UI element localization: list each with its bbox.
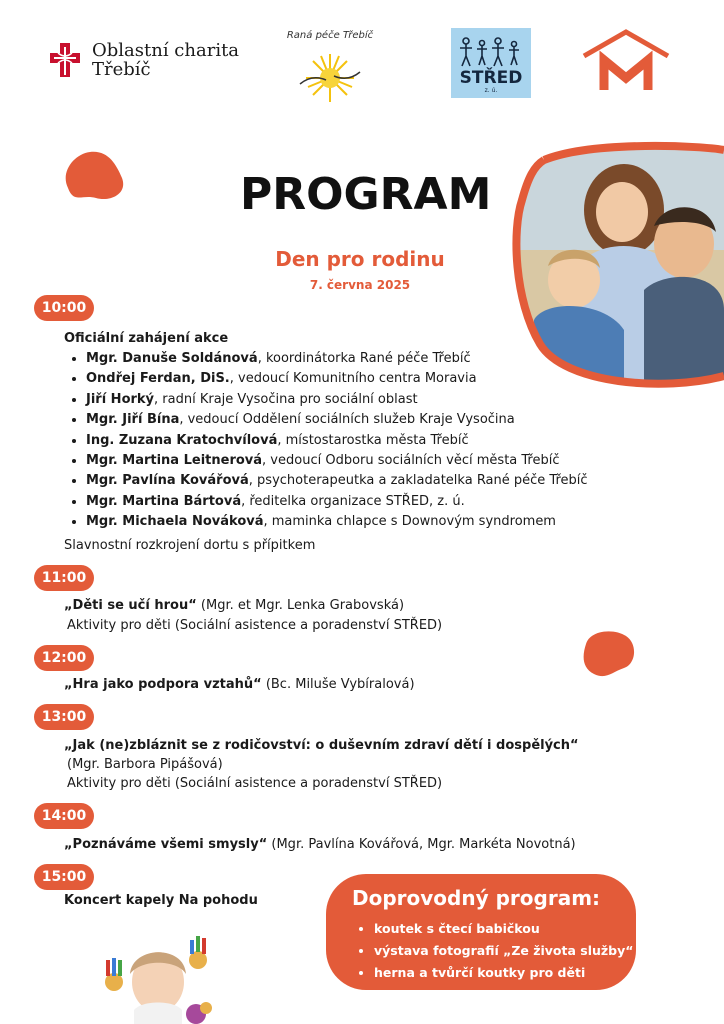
charita-logo bbox=[46, 40, 246, 80]
charita-name bbox=[92, 41, 239, 79]
speaker-list bbox=[64, 349, 588, 533]
time-badge-1200: 12:00 bbox=[34, 645, 94, 671]
cake-cutting-note: Slavnostní rozkrojení dortu s přípitkem bbox=[64, 538, 316, 553]
orange-blob-decoration bbox=[60, 148, 126, 204]
speaker-role: , maminka chlapce s Downovým syndromem bbox=[263, 514, 556, 530]
stred-name: STŘED bbox=[459, 68, 523, 88]
speaker-item bbox=[86, 492, 588, 512]
side-program-title: Doprovodný program: bbox=[352, 886, 601, 910]
session-title: „Děti se učí hrou“ bbox=[64, 598, 197, 613]
side-program-list bbox=[356, 918, 634, 984]
child-painted-hands-photo bbox=[98, 930, 218, 1024]
painted-hand-right bbox=[189, 936, 207, 969]
speaker-item bbox=[86, 410, 588, 430]
side-program-box bbox=[326, 874, 636, 990]
moravia-house-logo-icon bbox=[580, 28, 672, 94]
speaker-item bbox=[86, 512, 588, 532]
speaker-role: , psychoterapeutka a zakladatelka Rané péče Třebíč bbox=[248, 473, 588, 489]
speaker-role: , ředitelka organizace STŘED, z. ú. bbox=[241, 493, 465, 509]
speaker-role: , koordinátorka Rané péče Třebíč bbox=[257, 351, 471, 366]
side-program-item: • koutek s čtecí babičkou bbox=[374, 918, 634, 940]
rana-pece-sun-icon bbox=[278, 30, 382, 106]
stred-logo bbox=[451, 28, 531, 98]
speaker-role: , vedoucí Odboru sociálních věcí města Třebíč bbox=[262, 453, 560, 469]
session-1100-note: Aktivity pro děti (Sociální asistence a poradenství STŘED) bbox=[67, 618, 443, 633]
speaker-item bbox=[86, 349, 588, 369]
rana-pece-name: Raná péče Třebíč bbox=[286, 30, 374, 41]
speaker-name: Mgr. Pavlína Kovářová bbox=[86, 473, 249, 489]
speaker-name: Mgr. Danuše Soldánová bbox=[86, 351, 258, 366]
session-1300-author: (Mgr. Barbora Pipášová) bbox=[67, 757, 223, 772]
speaker-name: Mgr. Martina Leitnerová bbox=[86, 453, 263, 469]
session-1100 bbox=[64, 596, 404, 616]
session-1300-title: „Jak (ne)zbláznit se z rodičovství: o duševním zdraví dětí i dospělých“ bbox=[64, 738, 579, 753]
speaker-item bbox=[86, 431, 588, 451]
charita-cross-icon bbox=[46, 41, 84, 79]
side-program-item: • výstava fotografií „Ze života služby“ bbox=[374, 940, 634, 962]
speaker-role: , vedoucí Komunitního centra Moravia bbox=[229, 371, 477, 387]
time-badge-1100: 11:00 bbox=[34, 565, 94, 591]
rana-pece-logo bbox=[278, 30, 382, 106]
speaker-name: Jiří Horký bbox=[86, 391, 155, 407]
time-badge-1300: 13:00 bbox=[34, 704, 94, 730]
session-1200 bbox=[64, 675, 415, 695]
side-program-item: • herna a tvůrčí koutky pro děti bbox=[374, 962, 634, 984]
speaker-role: , vedoucí Oddělení sociálních služeb Kraje Vysočina bbox=[179, 412, 515, 428]
time-badge-1000: 10:00 bbox=[34, 295, 94, 321]
time-badge-1500: 15:00 bbox=[34, 864, 94, 890]
session-author: (Bc. Miluše Vybíralová) bbox=[261, 677, 415, 692]
speaker-name: Mgr. Martina Bártová bbox=[86, 493, 242, 509]
charita-name-line2: Třebíč bbox=[92, 59, 151, 80]
orange-blob-decoration-right bbox=[580, 628, 636, 680]
session-author: (Mgr. Pavlína Kovářová, Mgr. Markéta Novotná) bbox=[267, 837, 576, 852]
event-name: Den pro rodinu bbox=[275, 247, 445, 271]
session-title: „Hra jako podpora vztahů“ bbox=[64, 677, 262, 692]
session-1300-note: Aktivity pro děti (Sociální asistence a poradenství STŘED) bbox=[67, 776, 443, 791]
charita-name-line1: Oblastní charita bbox=[92, 40, 240, 61]
stred-family-icon bbox=[456, 35, 526, 69]
speaker-item bbox=[86, 390, 588, 410]
speaker-name: Mgr. Jiří Bína bbox=[86, 412, 180, 428]
speaker-role: , radní Kraje Vysočina pro sociální oblast bbox=[154, 391, 418, 407]
speaker-name: Ondřej Ferdan, DiS. bbox=[86, 371, 230, 387]
speaker-role: , místostarostka města Třebíč bbox=[277, 432, 469, 448]
painted-hand-left bbox=[105, 958, 123, 991]
opening-heading: Oficiální zahájení akce bbox=[64, 331, 229, 346]
speaker-item bbox=[86, 369, 588, 389]
event-date: 7. června 2025 bbox=[309, 278, 411, 292]
session-title: „Poznáváme všemi smysly“ bbox=[64, 837, 268, 852]
time-badge-1400: 14:00 bbox=[34, 803, 94, 829]
stred-suffix: z. ú. bbox=[484, 87, 498, 94]
speaker-item bbox=[86, 451, 588, 471]
session-author: (Mgr. et Mgr. Lenka Grabovská) bbox=[196, 598, 405, 613]
session-1400 bbox=[64, 835, 576, 855]
speaker-name: Mgr. Michaela Nováková bbox=[86, 514, 264, 530]
speaker-name: Ing. Zuzana Kratochvílová bbox=[86, 432, 278, 448]
page-title: PROGRAM bbox=[240, 169, 492, 220]
session-1500-title: Koncert kapely Na pohodu bbox=[64, 893, 258, 908]
speaker-item bbox=[86, 471, 588, 491]
